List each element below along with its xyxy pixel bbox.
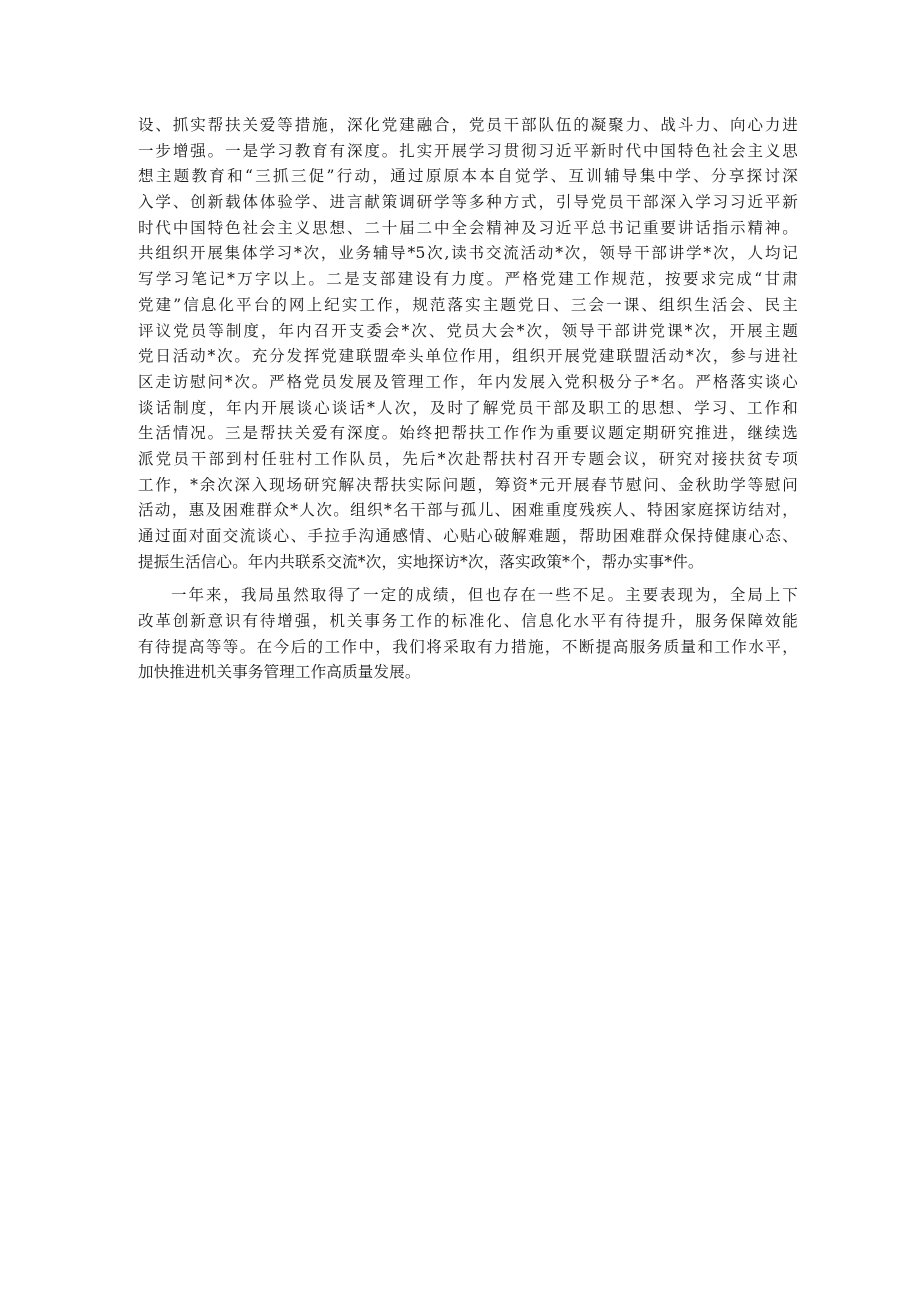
text-line: 想主题教育和“三抓三促”行动，通过原原本本自觉学、互训辅导集中学、分享探讨深 bbox=[138, 167, 798, 186]
text-line: 党建”信息化平台的网上纪实工作，规范落实主题党日、三会一课、组织生活会、民主 bbox=[138, 295, 798, 314]
text-line: 工作，*余次深入现场研究解决帮扶实际问题，筹资*元开展春节慰问、金秋助学等慰问 bbox=[138, 475, 798, 494]
text-line: 生活情况。三是帮扶关爱有深度。始终把帮扶工作作为重要议题定期研究推进，继续选 bbox=[138, 424, 798, 443]
text-line: 提振生活信心。年内共联系交流*次，实地探访*次，落实政策*个，帮办实事*件。 bbox=[138, 552, 704, 571]
document-body bbox=[138, 113, 798, 686]
paragraph-gap bbox=[138, 575, 798, 583]
text-line: 加快推进机关事务管理工作高质量发展。 bbox=[138, 663, 421, 682]
text-line: 谈话制度，年内开展谈心谈话*人次，及时了解党员干部及职工的思想、学习、工作和 bbox=[138, 398, 798, 417]
text-line: 党日活动*次。充分发挥党建联盟牵头单位作用，组织开展党建联盟活动*次，参与进社 bbox=[138, 347, 798, 366]
text-line: 共组织开展集体学习*次，业务辅导*5次,读书交流活动*次，领导干部讲学*次，人均记 bbox=[138, 244, 798, 263]
text-line: 派党员干部到村任驻村工作队员，先后*次赴帮扶村召开专题会议，研究对接扶贫专项 bbox=[138, 449, 798, 468]
text-line: 写学习笔记*万字以上。二是支部建设有力度。严格党建工作规范，按要求完成“甘肃 bbox=[138, 270, 798, 289]
text-line: 评议党员等制度，年内召开支委会*次、党员大会*次，领导干部讲党课*次，开展主题 bbox=[138, 321, 798, 340]
text-line: 有待提高等等。在今后的工作中，我们将采取有力措施，不断提高服务质量和工作水平， bbox=[138, 637, 798, 656]
text-line: 通过面对面交流谈心、手拉手沟通感情、心贴心破解难题，帮助困难群众保持健康心态、 bbox=[138, 527, 798, 545]
paragraph-party-building bbox=[138, 113, 798, 575]
text-line: 入学、创新载体体验学、进言献策调研学等多种方式，引导党员干部深入学习习近平新 bbox=[138, 193, 798, 212]
paragraph-summary bbox=[138, 583, 798, 686]
text-line: 改革创新意识有待增强，机关事务工作的标准化、信息化水平有待提升，服务保障效能 bbox=[138, 612, 798, 631]
text-line: 一年来，我局虽然取得了一定的成绩，但也存在一些不足。主要表现为，全局上下 bbox=[171, 586, 798, 605]
text-line: 时代中国特色社会主义思想、二十届二中全会精神及习近平总书记重要讲话指示精神。 bbox=[138, 218, 798, 237]
text-line: 活动，惠及困难群众*人次。组织*名干部与孤儿、困难重度残疾人、特困家庭探访结对， bbox=[138, 501, 798, 520]
text-line: 区走访慰问*次。严格党员发展及管理工作，年内发展入党积极分子*名。严格落实谈心 bbox=[138, 372, 798, 391]
text-line: 设、抓实帮扶关爱等措施，深化党建融合，党员干部队伍的凝聚力、战斗力、向心力进 bbox=[138, 116, 798, 134]
text-line: 一步增强。一是学习教育有深度。扎实开展学习贯彻习近平新时代中国特色社会主义思 bbox=[138, 141, 798, 160]
